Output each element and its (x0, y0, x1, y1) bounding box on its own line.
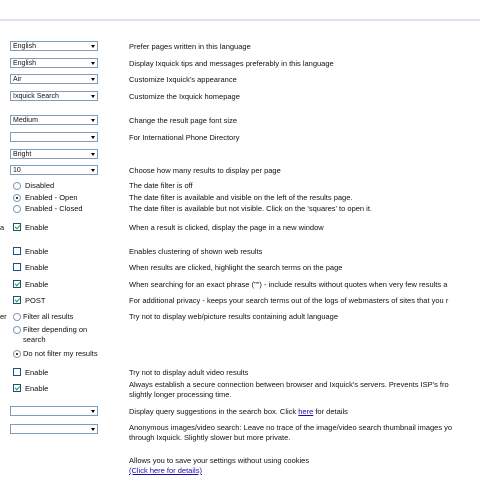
suggestions-text: Display query suggestions in the search box. Click (129, 407, 299, 416)
checkbox-label: Enable (25, 263, 49, 272)
setting-interface-language (0, 58, 480, 70)
family-filter-none (0, 348, 480, 360)
chevron-down-icon (91, 153, 95, 156)
post-checkbox[interactable] (13, 296, 21, 304)
chevron-down-icon (91, 119, 95, 122)
chevron-down-icon (91, 62, 95, 65)
family-filter-all (0, 311, 480, 323)
radio-label: Enabled - Closed (25, 204, 83, 213)
query-suggestions-select[interactable] (10, 406, 98, 416)
checkbox-label: Enable (25, 280, 49, 289)
setting-post (0, 295, 480, 307)
setting-highlight (0, 262, 480, 274)
setting-description: Change the result page font size (129, 116, 237, 125)
top-bar (0, 0, 480, 26)
chevron-down-icon (91, 136, 95, 139)
setting-description: For additional privacy - keeps your search terms out of the logs of webmasters of sites that you r (129, 296, 449, 305)
setting-description: Customize Ixquick's appearance (129, 75, 237, 84)
setting-description: Always establish a secure connection between browser and Ixquick's servers. Prevents ISP's fro (129, 380, 449, 389)
setting-description: Prefer pages written in this language (129, 42, 251, 51)
chevron-down-icon (91, 78, 95, 81)
setting-appearance (0, 74, 480, 86)
cutoff-label: a (0, 223, 5, 232)
new-window-checkbox[interactable] (13, 223, 21, 231)
date-disabled-radio[interactable] (13, 182, 21, 190)
checkbox-label: Enable (25, 223, 49, 232)
select-value: Bright (13, 151, 32, 158)
top-divider (0, 19, 480, 21)
select-value: Medium (13, 117, 38, 124)
adult-video-checkbox[interactable] (13, 368, 21, 376)
setting-description: Enables clustering of shown web results (129, 247, 263, 256)
checkbox-label: Enable (25, 368, 49, 377)
setting-new-window (0, 222, 480, 234)
setting-description: When results are clicked, highlight the search terms on the page (129, 263, 343, 272)
checkbox-label: POST (25, 296, 46, 305)
cutoff-label: er (0, 312, 7, 321)
cookieless-details-link[interactable]: (Click here for details) (129, 466, 202, 475)
setting-ssl (0, 380, 480, 405)
setting-description: Anonymous images/video search: Leave no trace of the image/video search thumbnail images yo (129, 423, 453, 432)
highlight-checkbox[interactable] (13, 263, 21, 271)
date-filter-closed (0, 203, 480, 215)
ssl-checkbox[interactable] (13, 384, 21, 392)
setting-description: Display Ixquick tips and messages preferably in this language (129, 59, 334, 68)
setting-cookieless (0, 456, 480, 478)
appearance-select[interactable] (10, 74, 98, 84)
setting-description-line2: slightly longer processing time. (129, 390, 232, 399)
select-value: English (13, 43, 36, 50)
chevron-down-icon (91, 428, 95, 431)
setting-description: Choose how many results to display per page (129, 166, 281, 175)
setting-homepage (0, 91, 480, 103)
select-value: Air (13, 76, 22, 83)
select-value: Ixquick Search (13, 93, 59, 100)
setting-exact-phrase (0, 279, 480, 291)
setting-results-per-page (0, 165, 480, 177)
setting-description: When a result is clicked, display the page in a new window (129, 223, 324, 232)
checkbox-label: Enable (25, 247, 49, 256)
setting-description: Try not to display web/picture results containing adult language (129, 312, 339, 321)
family-filter-depending (0, 324, 480, 344)
setting-colors (0, 149, 480, 161)
radio-label: Do not filter my results (23, 349, 98, 358)
radio-label: Enabled - Open (25, 193, 78, 202)
setting-description: For International Phone Directory (129, 133, 240, 142)
setting-query-suggestions (0, 406, 480, 418)
setting-description: The date filter is available and visible on the left of the results page. (129, 193, 353, 202)
interface-language-select[interactable] (10, 58, 98, 68)
date-filter-disabled (0, 180, 480, 192)
chevron-down-icon (91, 410, 95, 413)
select-value: 10 (13, 167, 21, 174)
chevron-down-icon (91, 169, 95, 172)
setting-description: Allows you to save your settings without using cookies (129, 456, 310, 465)
setting-description: When searching for an exact phrase ("") - include results without quotes when very few results a (129, 280, 448, 289)
setting-description (129, 407, 348, 417)
image-proxy-select[interactable] (10, 424, 98, 434)
setting-font-size (0, 115, 480, 127)
setting-phone-directory (0, 132, 480, 144)
suggestions-details-link[interactable]: here (298, 407, 314, 416)
date-open-radio[interactable] (13, 194, 21, 202)
select-value: English (13, 60, 36, 67)
chevron-down-icon (91, 95, 95, 98)
exact-phrase-checkbox[interactable] (13, 280, 21, 288)
setting-description: The date filter is available but not visible. Click on the 'squares' to open it. (129, 204, 372, 213)
setting-language (0, 41, 480, 53)
setting-image-proxy (0, 424, 480, 446)
phone-directory-select[interactable] (10, 132, 98, 142)
language-select[interactable] (10, 41, 98, 51)
clustering-checkbox[interactable] (13, 247, 21, 255)
colors-select[interactable] (10, 149, 98, 159)
setting-clustering (0, 246, 480, 258)
font-size-select[interactable] (10, 115, 98, 125)
radio-label: Filter depending on search (23, 325, 88, 344)
setting-adult-video (0, 367, 480, 379)
checkbox-label: Enable (25, 384, 49, 393)
setting-description-line2: through Ixquick. Slightly slower but more private. (129, 433, 291, 442)
radio-label: Filter all results (23, 312, 74, 321)
setting-description: The date filter is off (129, 181, 193, 190)
homepage-select[interactable] (10, 91, 98, 101)
date-closed-radio[interactable] (13, 205, 21, 213)
setting-description: Try not to display adult video results (129, 368, 249, 377)
results-per-page-select[interactable] (10, 165, 98, 175)
filter-all-radio[interactable] (13, 313, 21, 321)
setting-description: Customize the Ixquick homepage (129, 92, 240, 101)
suggestions-text-end: for details (313, 407, 348, 416)
filter-depending-radio[interactable] (13, 326, 21, 334)
chevron-down-icon (91, 45, 95, 48)
radio-label: Disabled (25, 181, 55, 190)
filter-none-radio[interactable] (13, 350, 21, 358)
